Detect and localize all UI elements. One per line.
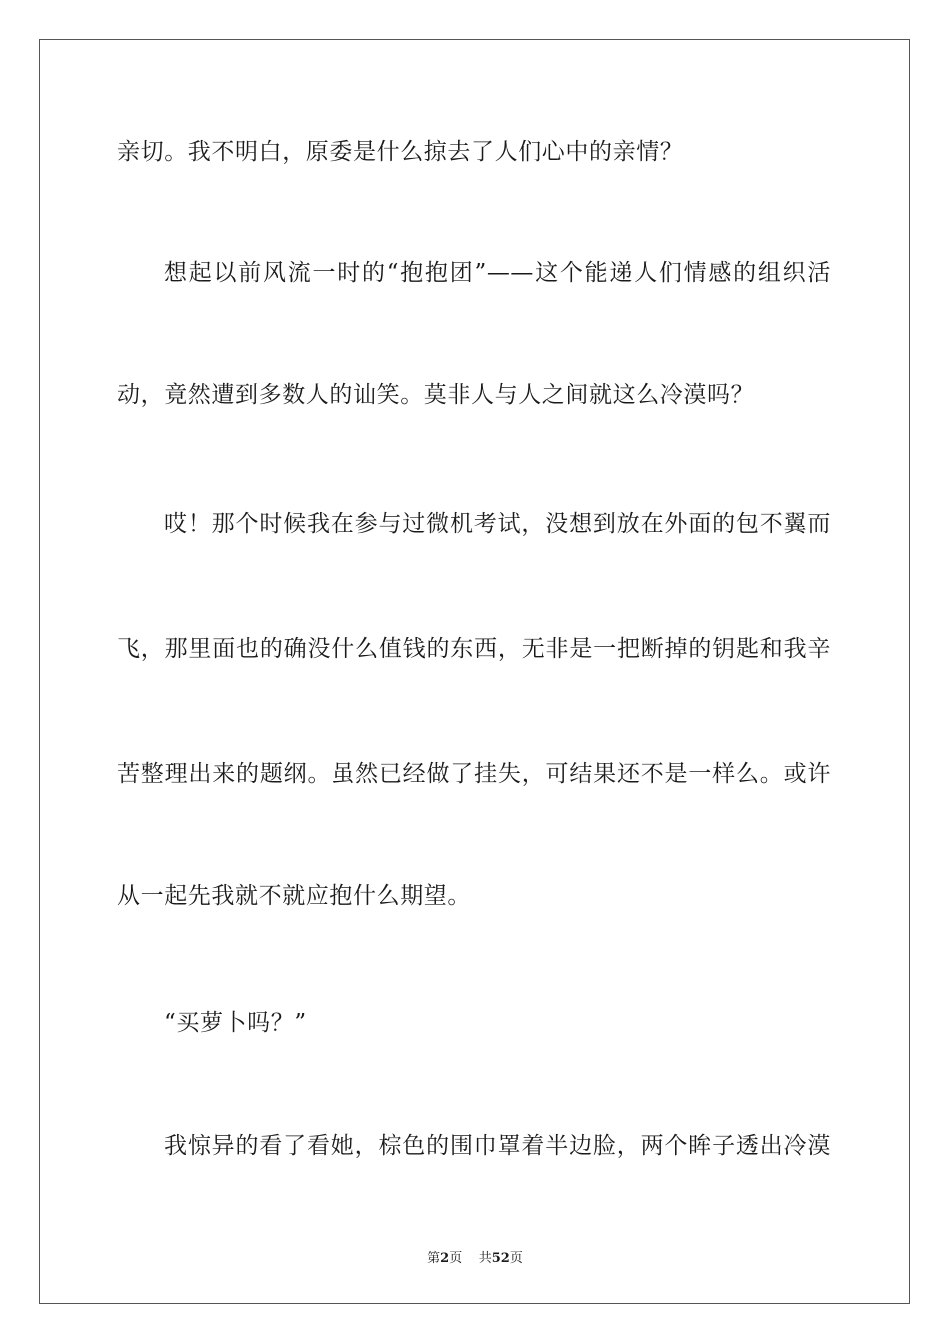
body-line-6: 苦整理出来的题纲。虽然已经做了挂失，可结果还不是一样么。或许 <box>117 761 831 787</box>
body-line-4: 哎！那个时候我在参与过微机考试，没想到放在外面的包不翼而 <box>164 511 831 537</box>
body-line-8: “买萝卜吗？” <box>164 1010 307 1036</box>
body-line-1: 亲切。我不明白，原委是什么掠去了人们心中的亲情？ <box>117 139 684 165</box>
footer-total-prefix: 共 <box>478 1251 492 1266</box>
body-line-2: 想起以前风流一时的“抱抱团”——这个能递人们情感的组织活 <box>164 260 831 286</box>
footer-page-current: 2 <box>440 1251 450 1266</box>
body-line-5: 飞，那里面也的确没什么值钱的东西，无非是一把断掉的钥匙和我辛 <box>117 636 831 662</box>
body-line-9: 我惊异的看了看她，棕色的围巾罩着半边脸，两个眸子透出冷漠 <box>164 1133 831 1159</box>
footer-page-prefix: 第 <box>427 1251 441 1266</box>
page-footer <box>0 1247 950 1266</box>
footer-total-suffix: 页 <box>509 1251 523 1266</box>
footer-page-total: 52 <box>491 1251 510 1266</box>
footer-page-suffix: 页 <box>449 1251 463 1266</box>
body-line-3: 动，竟然遭到多数人的讪笑。莫非人与人之间就这么冷漠吗？ <box>117 382 755 408</box>
page-border <box>39 39 910 1304</box>
body-line-7: 从一起先我就不就应抱什么期望。 <box>117 883 471 909</box>
